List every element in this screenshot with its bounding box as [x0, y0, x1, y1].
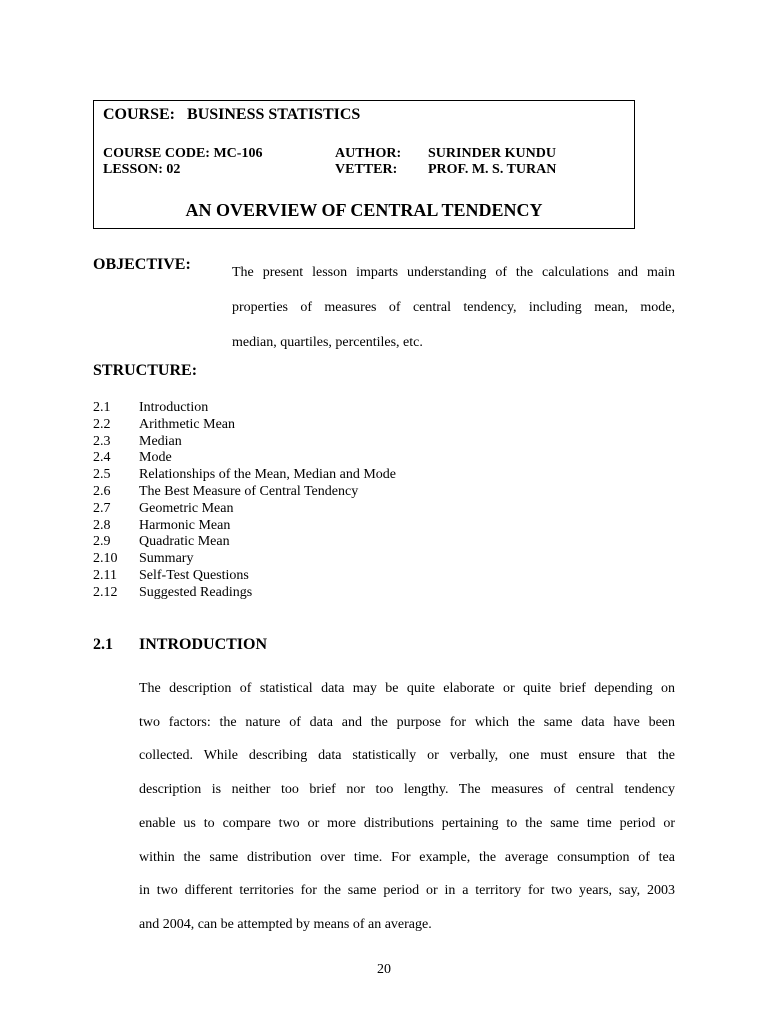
section-heading: INTRODUCTION [139, 636, 268, 653]
item-number: 2.3 [93, 433, 111, 449]
paragraph-line: two factors: the nature of data and the purpose for which the same data have been [139, 714, 675, 730]
author-label: AUTHOR: [335, 146, 402, 161]
introduction-paragraph [139, 672, 675, 942]
paragraph-line: The description of statistical data may be quite elaborate or quite brief depending on [139, 681, 675, 696]
structure-item [93, 417, 396, 434]
item-title: Mode [139, 450, 172, 466]
item-title: Suggested Readings [139, 584, 253, 600]
item-number: 2.8 [93, 517, 111, 533]
item-title: Summary [139, 551, 194, 567]
item-title: Introduction [139, 400, 209, 415]
course-title [103, 106, 360, 124]
item-title: Relationships of the Mean, Median and Mode [139, 467, 397, 483]
course-header-box [93, 100, 635, 229]
structure-item [93, 585, 396, 602]
objective-text [232, 255, 675, 360]
structure-item [93, 484, 396, 501]
item-number: 2.11 [93, 567, 117, 583]
structure-item [93, 467, 396, 484]
structure-item [93, 568, 396, 585]
page-number: 20 [377, 962, 391, 977]
paragraph-line: within the same distribution over time. For example, the average consumption of tea [139, 849, 675, 865]
item-title: Harmonic Mean [139, 517, 231, 533]
paragraph-line: and 2004, can be attempted by means of an average. [139, 916, 432, 932]
structure-item [93, 551, 396, 568]
structure-list [93, 400, 396, 602]
section-number: 2.1 [93, 636, 113, 653]
objective-heading: OBJECTIVE: [93, 256, 191, 273]
structure-heading: STRUCTURE: [93, 362, 198, 379]
author-name: SURINDER KUNDU [428, 146, 556, 161]
objective-line: properties of measures of central tendency, including mean, mode, [232, 300, 675, 315]
lesson-title: AN OVERVIEW OF CENTRAL TENDENCY [185, 200, 543, 220]
objective-line: median, quartiles, percentiles, etc. [232, 335, 423, 350]
structure-item [93, 400, 396, 417]
item-title: Self-Test Questions [139, 567, 249, 583]
item-number: 2.1 [93, 400, 111, 415]
vetter-name: PROF. M. S. TURAN [428, 162, 557, 177]
structure-item [93, 450, 396, 467]
paragraph-line: enable us to compare two or more distributions pertaining to the same time period or [139, 815, 675, 831]
course-label: COURSE: [103, 106, 176, 123]
item-title: The Best Measure of Central Tendency [139, 483, 359, 499]
item-number: 2.12 [93, 584, 118, 600]
item-number: 2.10 [93, 551, 118, 567]
paragraph-line: description is neither too brief nor too lengthy. The measures of central tendency [139, 782, 675, 798]
item-title: Median [139, 433, 182, 449]
lesson-number: LESSON: 02 [103, 162, 181, 177]
paragraph-line: collected. While describing data statistically or verbally, one must ensure that the [139, 748, 675, 764]
objective-line: The present lesson imparts understanding of the calculations and main [232, 265, 675, 280]
item-number: 2.6 [93, 483, 111, 499]
item-title: Arithmetic Mean [139, 416, 236, 432]
vetter-label: VETTER: [335, 162, 398, 177]
item-number: 2.2 [93, 416, 111, 432]
item-number: 2.4 [93, 450, 111, 466]
structure-item [93, 518, 396, 535]
item-title: Quadratic Mean [139, 534, 230, 550]
structure-item [93, 534, 396, 551]
paragraph-line: in two different territories for the same period or in a territory for two years, say, 2003 [139, 883, 675, 899]
course-code: COURSE CODE: MC-106 [103, 146, 263, 161]
item-number: 2.9 [93, 534, 111, 550]
item-number: 2.7 [93, 500, 111, 516]
item-title: Geometric Mean [139, 500, 234, 516]
structure-item [93, 501, 396, 518]
structure-item [93, 434, 396, 451]
item-number: 2.5 [93, 467, 111, 483]
course-name: BUSINESS STATISTICS [187, 106, 361, 123]
